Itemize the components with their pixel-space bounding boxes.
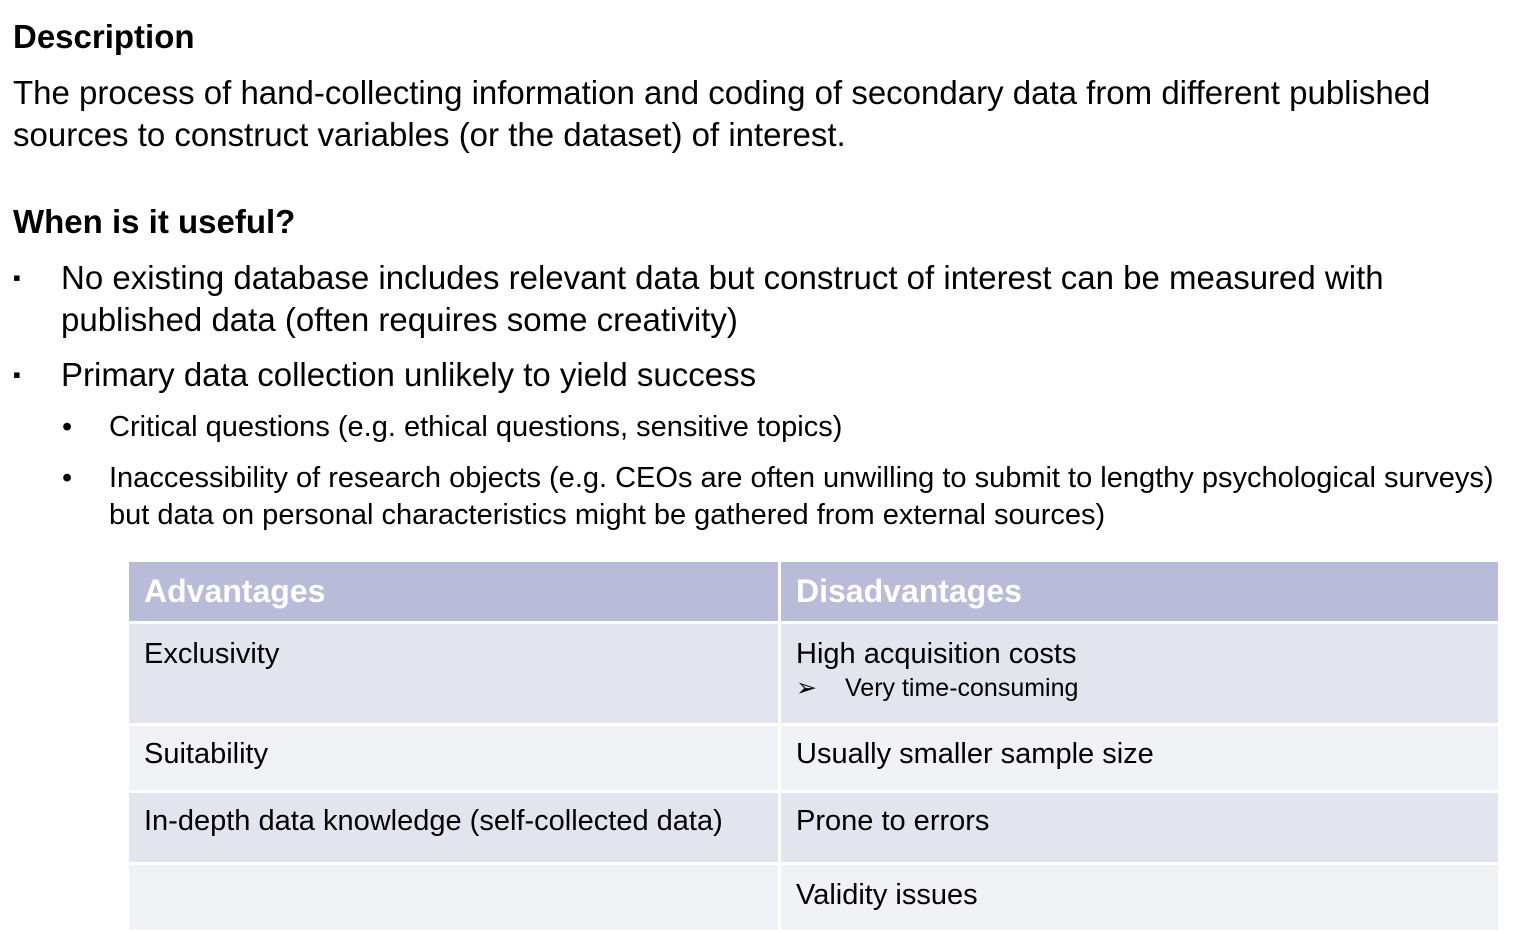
dot-bullet-icon: •: [62, 411, 73, 443]
bullet-text: No existing database includes relevant data but construct of interest can be measured with published data (often requires some creativity): [61, 259, 1384, 338]
header-disadvantages: Disadvantages: [781, 562, 1498, 621]
advantage-cell: In-depth data knowledge (self-collected data): [129, 793, 778, 862]
table-header-row: [129, 562, 1498, 621]
dot-bullet-icon: •: [62, 462, 73, 494]
advantages-disadvantages-table: [126, 559, 1501, 933]
description-text: The process of hand-collecting information and coding of secondary data from different published sources to construct variables (or the dataset) of interest.: [13, 74, 1431, 153]
header-advantages: Advantages: [129, 562, 778, 621]
disadvantage-cell: Usually smaller sample size: [781, 726, 1498, 790]
arrow-bullet-icon: ➢: [796, 674, 817, 702]
description-heading: Description: [13, 18, 195, 55]
sub-bullet-item: [62, 409, 1512, 446]
sub-bullet-text: Critical questions (e.g. ethical questions, sensitive topics): [109, 411, 843, 443]
table-row: [129, 793, 1498, 862]
bullet-text: Primary data collection unlikely to yield success: [61, 356, 757, 393]
disadvantage-subpoint-text: Very time-consuming: [845, 674, 1079, 702]
bullet-item: [13, 354, 1528, 396]
advantage-cell: Suitability: [129, 726, 778, 790]
table-row: [129, 624, 1498, 723]
sub-bullet-text: Inaccessibility of research objects (e.g. CEOs are often unwilling to submit to lengthy psychological surveys) but data on personal characteristics might be gathered from external sources): [109, 462, 1494, 531]
square-bullet-icon: ▪: [13, 265, 21, 290]
when-useful-heading: When is it useful?: [13, 203, 296, 240]
disadvantage-text: High acquisition costs: [796, 638, 1077, 670]
square-bullet-icon: ▪: [13, 362, 21, 387]
sub-bullet-item: [62, 460, 1512, 534]
table-row: [129, 726, 1498, 790]
disadvantage-subpoint: [796, 673, 1498, 703]
disadvantage-cell: Prone to errors: [781, 793, 1498, 862]
disadvantage-cell: Validity issues: [781, 865, 1498, 930]
disadvantage-cell: [781, 624, 1498, 723]
bullet-item: [13, 257, 1528, 341]
table-row: [129, 865, 1498, 930]
advantage-cell: Exclusivity: [129, 624, 778, 723]
advantage-cell: [129, 865, 778, 930]
